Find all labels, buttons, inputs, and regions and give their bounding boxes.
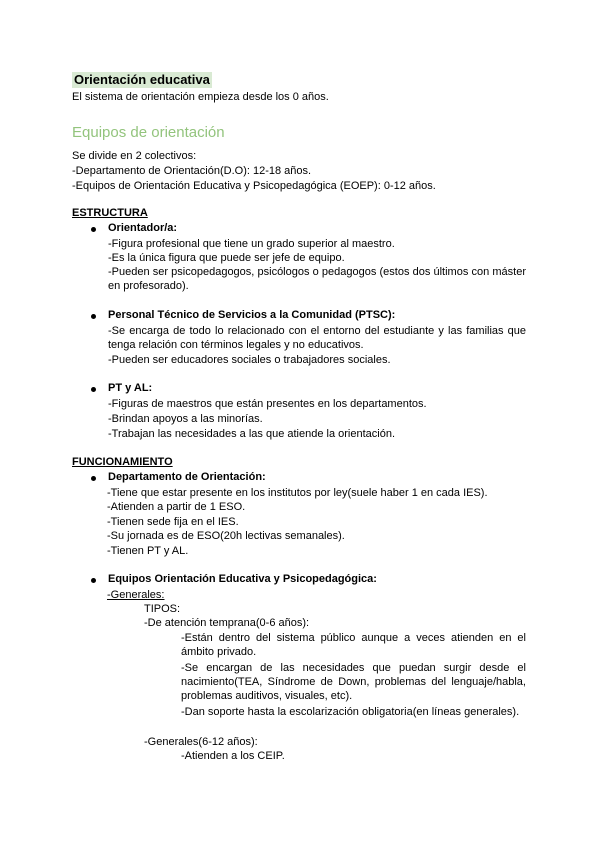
generales-label: -Generales: xyxy=(107,589,165,601)
equipos-line: -Equipos de Orientación Educativa y Psicopedagógica (EOEP): 0-12 años. xyxy=(72,180,436,192)
depto-line: -Atienden a partir de 1 ESO. xyxy=(107,501,246,513)
generales-line: -Atienden a los CEIP. xyxy=(181,750,285,762)
depto-line: -Tiene que estar presente en los institutos por ley(suele haber 1 en cada IES). xyxy=(107,487,488,499)
ptal-title: PT y AL: xyxy=(108,382,153,394)
ptsc-line: -Se encarga de todo lo relacionado con el entorno del estudiante y las familias que tenga relación con términos legales y no educativos. xyxy=(108,325,526,351)
section-heading-funcionamiento: FUNCIONAMIENTO xyxy=(72,456,173,468)
depto-line: -Su jornada es de ESO(20h lectivas semanales). xyxy=(107,530,345,542)
equipos-line: Se divide en 2 colectivos: xyxy=(72,150,197,162)
bullet-icon xyxy=(91,578,96,583)
section-heading-equipos: Equipos de orientación xyxy=(72,124,225,141)
atencion-temprana-label: -De atención temprana(0-6 años): xyxy=(144,617,310,629)
bullet-icon xyxy=(91,476,96,481)
atencion-temprana-line: -Dan soporte hasta la escolarización obligatoria(en líneas generales). xyxy=(181,706,520,718)
bullet-icon xyxy=(91,314,96,319)
ptal-line: -Trabajan las necesidades a las que atiende la orientación. xyxy=(108,428,395,440)
tipos-label: TIPOS: xyxy=(144,603,181,615)
depto-line: -Tienen sede fija en el IES. xyxy=(107,516,239,528)
orientador-line: -Figura profesional que tiene un grado superior al maestro. xyxy=(108,238,395,250)
page-title: Orientación educativa xyxy=(74,72,210,87)
depto-title: Departamento de Orientación: xyxy=(108,471,266,483)
depto-line: -Tienen PT y AL. xyxy=(107,545,189,557)
bullet-icon xyxy=(91,227,96,232)
bullet-icon xyxy=(91,387,96,392)
section-heading-estructura: ESTRUCTURA xyxy=(72,207,148,219)
orientador-title: Orientador/a: xyxy=(108,222,178,234)
equipos-line: -Departamento de Orientación(D.O): 12-18 años. xyxy=(72,165,312,177)
ptal-line: -Brindan apoyos a las minorías. xyxy=(108,413,263,425)
orientador-line: -Pueden ser psicopedagogos, psicólogos o pedagogos (estos dos últimos con máster en profesorado). xyxy=(108,266,526,292)
atencion-temprana-line: -Están dentro del sistema público aunque a veces atienden en el ámbito privado. xyxy=(181,632,526,658)
generales-6-12-label: -Generales(6-12 años): xyxy=(144,736,258,748)
atencion-temprana-line: -Se encargan de las necesidades que puedan surgir desde el nacimiento(TEA, Síndrome de Down, problemas del lenguaje/habla, problemas auditivos, visuales, etc). xyxy=(181,662,526,702)
ptsc-line: -Pueden ser educadores sociales o trabajadores sociales. xyxy=(108,354,391,366)
intro-text: El sistema de orientación empieza desde los 0 años. xyxy=(72,91,329,103)
orientador-line: -Es la única figura que puede ser jefe de equipo. xyxy=(108,252,345,264)
ptal-line: -Figuras de maestros que están presentes en los departamentos. xyxy=(108,398,427,410)
ptsc-title: Personal Técnico de Servicios a la Comunidad (PTSC): xyxy=(108,309,396,321)
eoep-title: Equipos Orientación Educativa y Psicopedagógica: xyxy=(108,573,377,585)
